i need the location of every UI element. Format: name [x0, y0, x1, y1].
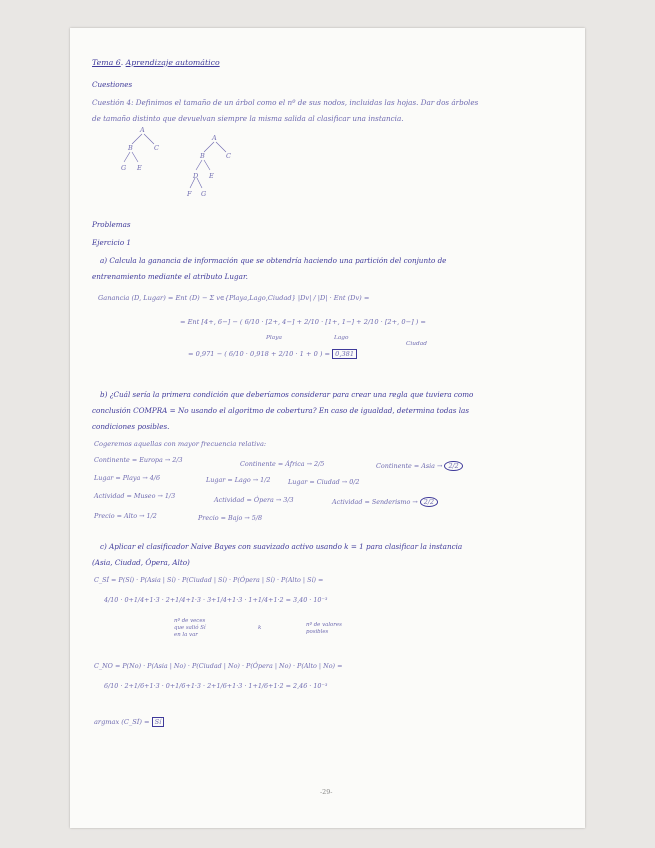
tree2-node-d: D [193, 172, 199, 180]
part-b-line-1: b) ¿Cuál sería la primera condición que deberíamos considerar para crear una regla que tuviera como [100, 390, 474, 399]
part-a-result: 0,381 [332, 349, 357, 359]
b-continente-europa: Continente = Europa → 2/3 [94, 456, 183, 464]
document-page [70, 28, 585, 828]
part-c-annotation-count [174, 618, 206, 639]
tree1-node-e: E [137, 164, 142, 172]
b-lugar-ciudad: Lugar = Ciudad → 0/2 [288, 478, 360, 486]
part-b-line-3: condiciones posibles. [92, 422, 170, 431]
note-line-6: posibles [306, 629, 329, 635]
tree2-node-b: B [200, 152, 205, 160]
part-b-line-2: conclusión COMPRA = No usando el algoritmo de cobertura? En caso de igualdad, determina todas las [92, 406, 470, 415]
b-continente-asia-value: 2/2 [444, 461, 462, 471]
tree-diagram-1 [110, 126, 180, 190]
label-playa: Playa [266, 335, 282, 341]
part-c-line-1: c) Aplicar el clasificador Naive Bayes con suavizado activo usando k = 1 para clasificar la instancia [100, 542, 463, 551]
b-actividad-museo: Actividad = Museo → 1/3 [94, 492, 176, 500]
b-precio-bajo: Precio = Bajo → 5/8 [198, 514, 263, 522]
question-line-1: Cuestión 4: Definimos el tamaño de un árbol como el nº de sus nodos, incluidas las hojas. Dar dos árboles [92, 98, 479, 107]
part-a-line-2: entrenamiento mediante el atributo Lugar. [92, 272, 248, 281]
note-line-3: en la var [174, 632, 198, 638]
header-line: Tema 6. Aprendizaje automático [92, 58, 220, 67]
tree2-node-f: F [187, 190, 192, 198]
tree2-node-e: E [209, 172, 214, 180]
part-c-line-2: (Asia, Ciudad, Ópera, Alto) [92, 558, 190, 567]
part-a-eq-2: = Ent [4+, 6−] − ( 6/10 · [2+, 4−] + 2/10 · [1+, 1−] + 2/10 · [2+, 0−] ) = [180, 318, 426, 326]
b-continente-asia [376, 462, 463, 471]
tree1-node-c: C [154, 144, 159, 152]
b-continente-africa: Continente = África → 2/5 [240, 460, 325, 468]
problemas-heading: Problemas [92, 220, 131, 229]
tema-label: Tema 6 [92, 58, 121, 67]
part-b-note: Cogeremos aquellas con mayor frecuencia relativa: [94, 440, 267, 448]
argmax-label: argmax (C_SÍ) = [94, 718, 150, 726]
note-line-5: nº de valores [306, 622, 342, 628]
label-ciudad: Ciudad [406, 341, 427, 347]
tree2-node-c: C [226, 152, 231, 160]
tree2-node-a: A [212, 134, 217, 142]
b-actividad-senderismo-value: 2/2 [420, 497, 438, 507]
part-a-eq-3 [188, 350, 357, 359]
b-continente-asia-label: Continente = Asia → [376, 462, 443, 470]
tree1-node-a: A [140, 126, 145, 134]
b-actividad-senderismo-label: Actividad = Senderismo → [332, 498, 418, 506]
teoria-heading: Cuestiones [92, 80, 133, 89]
page-number: -29- [320, 788, 333, 796]
part-a-eq-1: Ganancia (D, Lugar) = Ent (D) − Σ v∈{Playa,Lago,Ciudad} |Dv| / |D| · Ent (Dv) = [98, 294, 370, 302]
part-a-eq-3-text: = 0,971 − ( 6/10 · 0,918 + 2/10 · 1 + 0 ) = [188, 350, 331, 358]
part-c-eq-4: 6/10 · 2+1/6+1·3 · 0+1/6+1·3 · 2+1/6+1·3 · 1+1/6+1·2 = 2,46 · 10⁻³ [104, 682, 328, 690]
part-c-eq-3: C_NO = P(No) · P(Asia | No) · P(Ciudad | No) · P(Ópera | No) · P(Alto | No) = [94, 662, 343, 670]
note-line-1: nº de veces [174, 618, 206, 624]
part-c-annotation-k: k [258, 625, 262, 631]
question-line-2: de tamaño distinto que devuelvan siempre la misma salida al clasificar una instancia. [92, 114, 404, 123]
part-a-line-1: a) Calcula la ganancia de información que se obtendría haciendo una partición del conjunto de [100, 256, 447, 265]
tree2-node-g: G [201, 190, 207, 198]
note-line-2: que salió Sí [174, 625, 206, 631]
b-actividad-senderismo [332, 498, 438, 507]
part-c-eq-2: 4/10 · 0+1/4+1·3 · 2+1/4+1·3 · 3+1/4+1·3 · 1+1/4+1·2 = 3,40 · 10⁻³ [104, 596, 328, 604]
b-lugar-playa: Lugar = Playa → 4/6 [94, 474, 161, 482]
b-lugar-lago: Lugar = Lago → 1/2 [206, 476, 271, 484]
tree1-node-g: G [121, 164, 127, 172]
label-lago: Lago [334, 335, 349, 341]
ejercicio-heading: Ejercicio 1 [92, 238, 131, 247]
b-actividad-opera: Actividad = Ópera → 3/3 [214, 496, 294, 504]
b-precio-alto: Precio = Alto → 1/2 [94, 512, 157, 520]
page-title: Aprendizaje automático [125, 58, 220, 67]
tree-diagram-2 [182, 134, 252, 208]
part-c-argmax [94, 718, 164, 727]
part-c-eq-1: C_SÍ = P(Sí) · P(Asia | Sí) · P(Ciudad | Sí) · P(Ópera | Sí) · P(Alto | Sí) = [94, 576, 324, 584]
tree1-node-b: B [128, 144, 133, 152]
part-c-annotation-values [306, 622, 342, 636]
argmax-answer: Sí [152, 717, 165, 727]
